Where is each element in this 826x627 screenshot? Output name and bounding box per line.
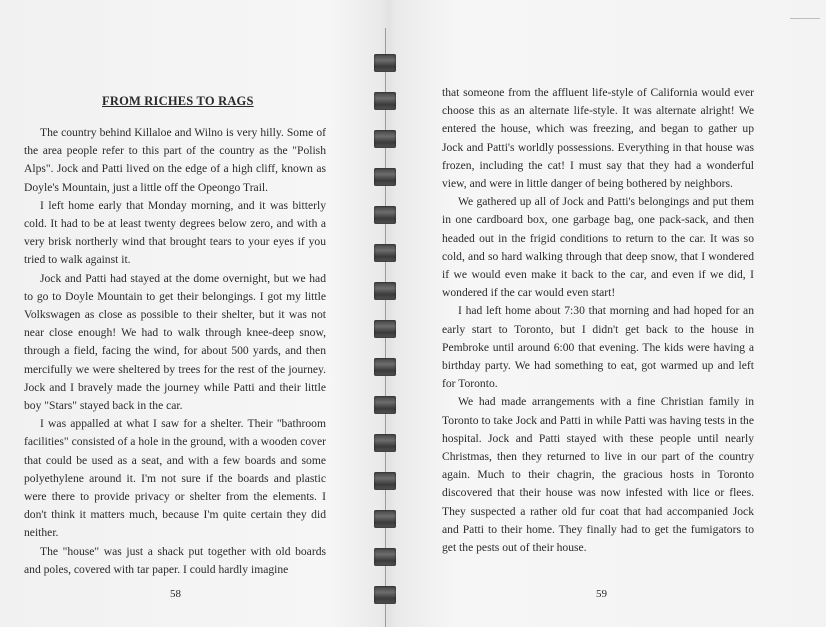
binding-ring	[374, 396, 396, 414]
paragraph: We gathered up all of Jock and Patti's belongings and put them in one cardboard box, one garbage bag, one pack-sack, and then headed out in the frigid conditions to return to the car. It was so cold, and so hard walking through that deep snow, that I wondered if we would even make it back to the car, and even if we did, I wondered if the car would even start!	[442, 195, 754, 300]
scan-edge-line	[790, 18, 820, 19]
binding-ring	[374, 434, 396, 452]
binding-ring	[374, 320, 396, 338]
binding-ring	[374, 472, 396, 490]
paragraph: The "house" was just a shack put together with old boards and poles, covered with tar paper. I could hardly imagine	[24, 544, 326, 576]
binding-ring	[374, 54, 396, 72]
binding-ring	[374, 168, 396, 186]
right-page	[400, 0, 826, 627]
paragraph: that someone from the affluent life-style of California would ever choose this as an alternate life-style. It was alternate alright! We entered the house, which was freezing, and began to gather up Jock and Patti's worldly possessions. Everything in that house was frozen, including the cat! I must say that they had a wonderful view, and were in little danger of being bothered by neighbors.	[442, 86, 754, 191]
binding-ring	[374, 92, 396, 110]
spiral-binding	[372, 28, 400, 627]
binding-ring	[374, 510, 396, 528]
paragraph: I had left home about 7:30 that morning and had hoped for an early start to Toronto, but I didn't get back to the house in Pembroke until around 6:00 that evening. The kids were having a birthday party. We had something to eat, got warmed up and left for Toronto.	[442, 304, 754, 391]
paragraph: The country behind Killaloe and Wilno is very hilly. Some of the area people refer to this part of the country as the "Polish Alps". Jock and Patti lived on the edge of a high cliff, known as Doyle's Mountain, just a little off the Opeongo Trail.	[24, 126, 326, 194]
page-number: 59	[596, 588, 607, 600]
paragraph: I was appalled at what I saw for a shelter. Their "bathroom facilities" consisted of a hole in the ground, with a wooden cover that could be used as a seat, and with a few boards and some polyethylene around it. I'm not sure if the boards and plastic were there to provide privacy or shelter from the elements. I don't think it matters much, because I'm quite certain they did neither.	[24, 417, 326, 540]
binding-ring	[374, 282, 396, 300]
binding-ring	[374, 244, 396, 262]
page-number: 58	[170, 588, 181, 600]
binding-ring	[374, 358, 396, 376]
binding-ring	[374, 548, 396, 566]
binding-ring	[374, 206, 396, 224]
paragraph: Jock and Patti had stayed at the dome overnight, but we had to go to Doyle Mountain to get their belongings. I got my little Volkswagen as close as possible to their shelter, but it was not near close enough! We had to walk through knee-deep snow, through a field, facing the wind, for about 500 yards, and then mercifully we were sheltered by trees for the rest of the journey. Jock and I bravely made the journey while Patti and their little boy "Stars" stayed back in the car.	[24, 271, 326, 413]
paragraph: We had made arrangements with a fine Christian family in Toronto to take Jock and Patti in while Patti was having tests in the hospital. Jock and Patti stayed with these people until nearly Christmas, then they returned to live in our part of the country again. Much to their chagrin, the gracious hosts in Toronto discovered that their house was now infested with lice or flees. They suspected a rather old fur coat that had accompanied Jock and Patti to their home. They finally had to get the fumigators to get the pests out of their house.	[442, 395, 754, 555]
chapter-title: FROM RICHES TO RAGS	[102, 94, 254, 108]
binding-ring	[374, 130, 396, 148]
left-page-text	[24, 124, 326, 579]
paragraph: I left home early that Monday morning, and it was bitterly cold. It had to be at least twenty degrees below zero, and with a very brisk northerly wind that brought tears to your eyes if you tried to walk against it.	[24, 198, 326, 267]
binding-ring	[374, 586, 396, 604]
right-page-text	[442, 84, 754, 557]
left-page	[0, 0, 372, 627]
